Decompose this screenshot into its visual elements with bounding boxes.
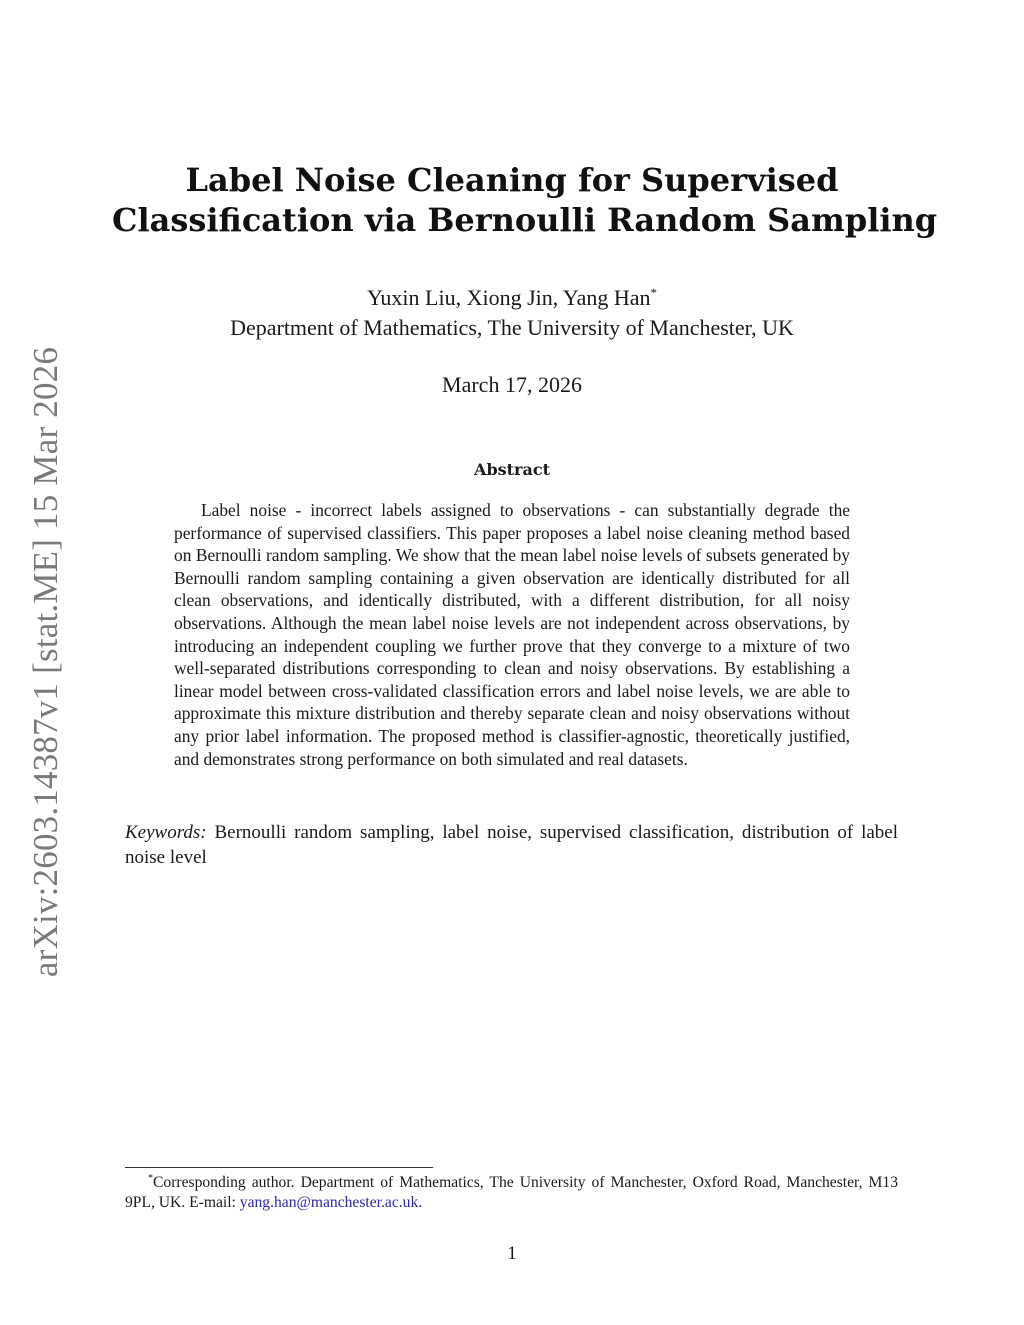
- corresponding-author-marker: *: [650, 285, 658, 300]
- footnote-trailing-period: .: [418, 1194, 423, 1211]
- author-names-line: [112, 283, 912, 313]
- paper-title-line-2: Classification via Bernoulli Random Sampling: [112, 201, 938, 239]
- footnote: [125, 1173, 898, 1213]
- page-number: 1: [507, 1243, 517, 1264]
- author-block: [112, 283, 912, 343]
- paper-title: [112, 160, 938, 240]
- keywords-label: Keywords:: [125, 822, 207, 843]
- footnote-marker: *: [148, 1173, 153, 1184]
- corresponding-email-link[interactable]: yang.han@manchester.ac.uk: [239, 1194, 419, 1211]
- author-names: Yuxin Liu, Xiong Jin, Yang Han: [366, 285, 651, 310]
- paper-date: March 17, 2026: [442, 372, 582, 397]
- abstract-text: Label noise - incorrect labels assigned to observations - can substantially degrade the performance of supervised classifiers. This paper proposes a label noise cleaning method based on Bernoulli random sampling. We show that the mean label noise levels of subsets generated by Bernoulli random sampling containing a given observation are identically distributed for all clean observations, and identically distributed, with a different distribution, for all noisy observations. Although the mean label noise levels are not independent across observations, by introducing an independent coupling we further prove that they converge to a mixture of two well-separated distributions corresponding to clean and noisy observations. By establishing a linear model between cross-validated classification errors and label noise levels, we are able to approximate this mixture distribution and thereby separate clean and noisy observations without any prior label information. The proposed method is classifier-agnostic, theoretically justified, and demonstrates strong performance on both simulated and real datasets.: [174, 500, 850, 769]
- keywords-text: Bernoulli random sampling, label noise, supervised classification, distribution of label noise level: [125, 822, 898, 868]
- footnote-divider: [125, 1167, 433, 1168]
- paper-title-line-1: Label Noise Cleaning for Supervised: [185, 161, 839, 199]
- footnote-text: Corresponding author. Department of Mathematics, The University of Manchester, Oxford Road, Manchester, M13 9PL, UK. E-mail:: [125, 1174, 898, 1211]
- author-affiliation: Department of Mathematics, The University of Manchester, UK: [230, 315, 794, 340]
- keywords-paragraph: [125, 821, 898, 870]
- abstract-heading: Abstract: [474, 460, 550, 479]
- arxiv-identifier-stamp: arXiv:2603.14387v1 [stat.ME] 15 Mar 2026: [26, 346, 65, 978]
